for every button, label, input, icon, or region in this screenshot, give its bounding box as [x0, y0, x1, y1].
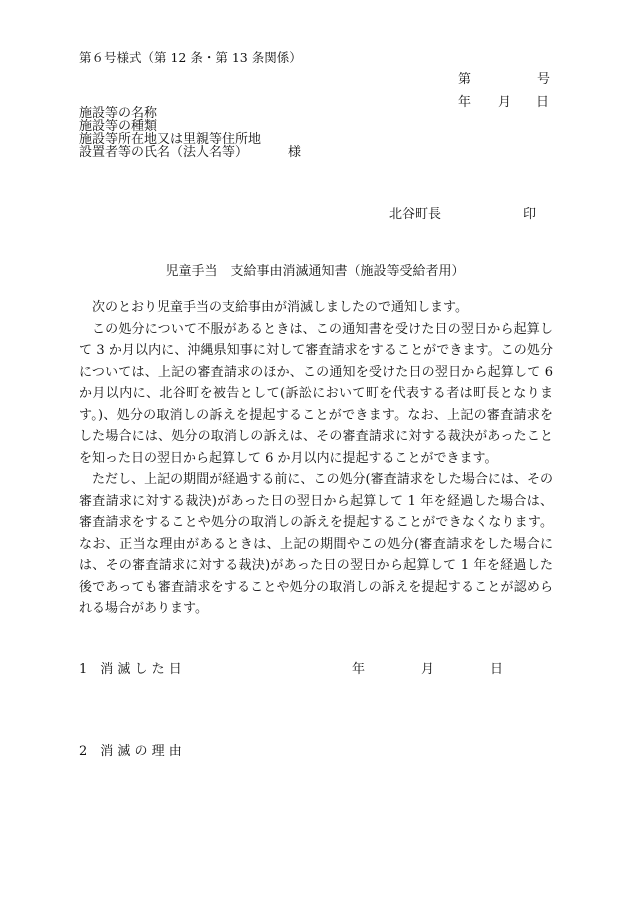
extinction-year: 年 — [352, 662, 366, 677]
issue-date — [458, 91, 549, 110]
document-body — [79, 297, 553, 620]
addressee-address: 施設等所在地又は里親等住所地 — [79, 132, 262, 147]
body-paragraph-1: 次のとおり児童手当の支給事由が消滅しましたので通知します。 — [92, 300, 468, 315]
addressee-facility-name: 施設等の名称 — [79, 106, 158, 121]
addressee-block — [79, 107, 301, 159]
item-extinction-date-value — [352, 658, 503, 677]
body-paragraph-3: ただし、上記の期間が経過する前に、この処分(審査請求をした場合には、その審査請求に対する裁決)があった日の翌日から起算して 1 年を経過した場合は、審査請求をすることや処分の取消しの訴えを提起することができなくなります。なお、正当な理由があるときは、上記の期間やこの処分(審査請求をした場合には、その審査請求に対する裁決)があった日の翌日から起算して 1 年を経過した後であっても審査請求をすることや処分の取消しの訴えを提起することが認められる場合があります。 — [79, 472, 553, 616]
issue-date-month: 月 — [498, 95, 512, 110]
extinction-month: 月 — [421, 662, 435, 677]
document-title: 児童手当 支給事由消滅通知書（施設等受給者用） — [165, 264, 465, 279]
addressee-founder-name: 設置者等の氏名（法人名等） 様 — [79, 145, 302, 160]
issuer-seal: 印 — [523, 207, 537, 222]
item-extinction-reason-label: 2 消 滅 の 理 由 — [79, 744, 182, 759]
body-paragraph-2: この処分について不服があるときは、この通知書を受けた日の翌日から起算して 3 か月以内に、沖縄県知事に対して審査請求をすることができます。この処分については、上記の審査請求のほか、この通知を受けた日の翌日から起算して 6 か月以内に、北谷町を被告として(訴訟において町を代表する者は町長となります。)、処分の取消しの訴えを提起することができます。なお、上記の審査請求をした場合には、処分の取消しの訴えは、その審査請求に対する裁決があったことを知った日の翌日から起算して 6 か月以内に提起することができます。 — [79, 321, 553, 466]
addressee-facility-type: 施設等の種類 — [79, 119, 158, 134]
document-number — [458, 68, 550, 87]
extinction-day: 日 — [490, 662, 504, 677]
form-number: 第６号様式（第 12 条・第 13 条関係） — [79, 50, 302, 65]
issuer — [389, 203, 536, 222]
issue-date-year: 年 — [458, 95, 472, 110]
issuer-name: 北谷町長 — [389, 207, 442, 222]
issue-date-day: 日 — [536, 95, 550, 110]
document-number-go: 号 — [537, 72, 551, 87]
document-number-dai: 第 — [458, 72, 472, 87]
addressee-honorific: 様 — [288, 145, 302, 160]
item-extinction-date-label: 1 消 滅 し た 日 — [79, 662, 182, 677]
